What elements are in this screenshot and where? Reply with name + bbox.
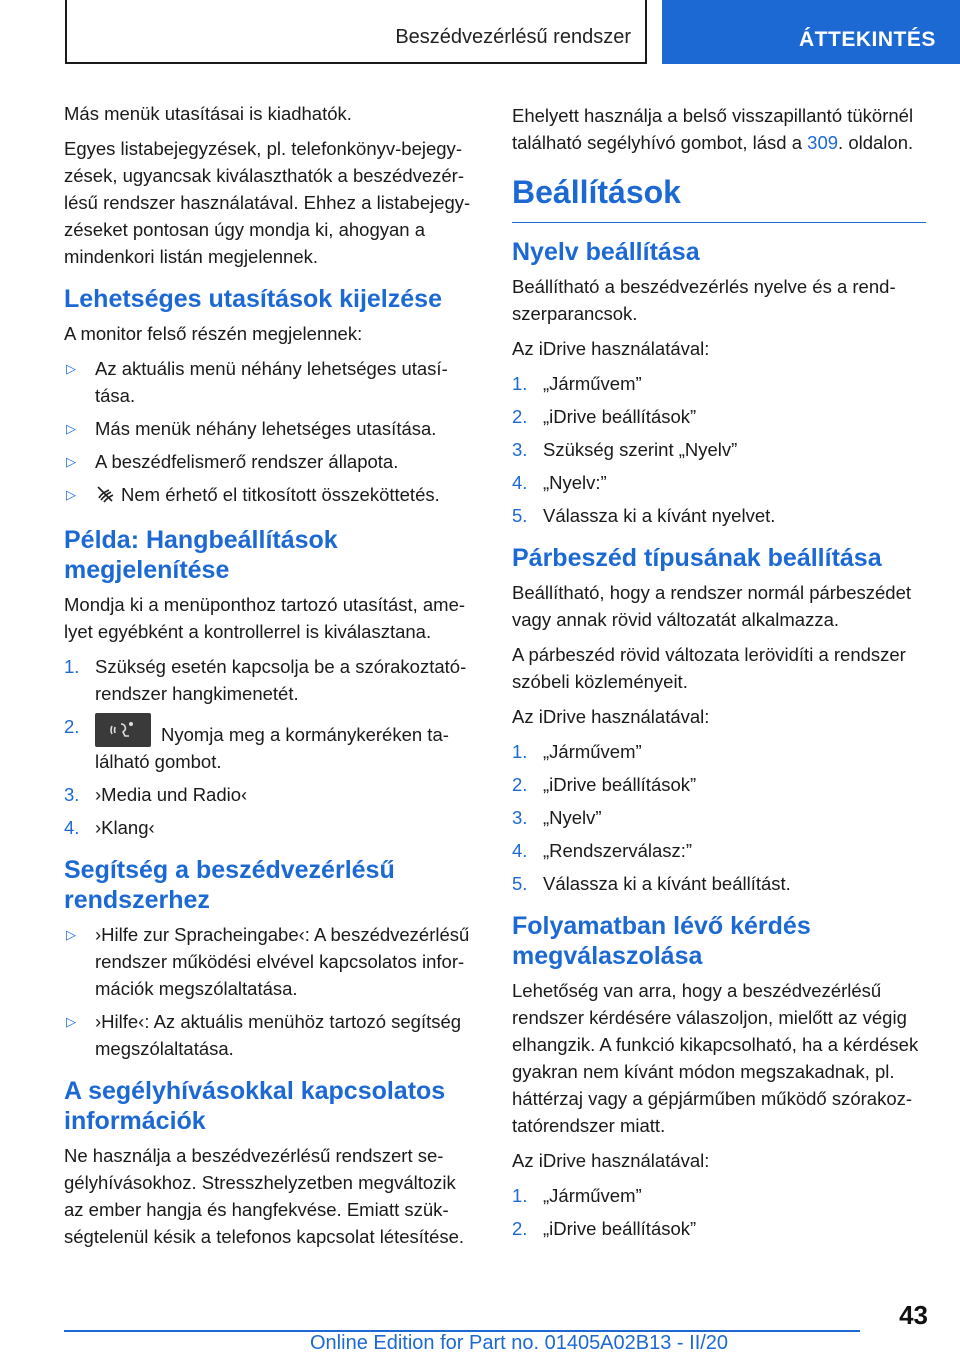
- step-item: 2. Nyomja meg a kormánykeréken található gombot.: [64, 713, 478, 775]
- paragraph: A monitor felső részén megjelennek:: [64, 323, 363, 344]
- list-item: ▷ ›Hilfe‹: Az aktuális menühöz tartozó segítség megszólaltatása.: [64, 1008, 478, 1062]
- list-item: ▷ Nem érhető el titkosított összeköttetés.: [64, 481, 478, 511]
- section-heading-answer: Folyamatban lévő kérdés megválaszolása: [512, 912, 811, 970]
- header-chapter-tab: [662, 0, 960, 64]
- paragraph: Ehelyett használja a belső visszapillantó tükörnél található segélyhívó gombot, lásd a 309. oldalon.: [512, 105, 914, 153]
- triangle-right-icon: ▷: [66, 487, 76, 502]
- step-item: 1. „Járművem”: [512, 373, 642, 394]
- chapter-heading-settings: Beállítások: [512, 172, 926, 223]
- triangle-right-icon: ▷: [66, 1014, 76, 1029]
- paragraph: Ne használja a beszédvezérlésű rendszert segélyhívásokhoz. Stresszhelyzetben megváltozik az ember hangja és hangfekvése. Emiatt szükségtelenül késik a telefonos kapcsolat létesítése.: [64, 1145, 465, 1247]
- triangle-right-icon: ▷: [66, 361, 76, 376]
- dialog-steps: [512, 738, 926, 897]
- header-section-box: [65, 0, 647, 64]
- paragraph: Egyes listabejegyzések, pl. telefonkönyv-bejegyzések, ugyancsak kiválaszthatók a beszédvezérlésű rendszer használatával. Ehhez a listabejegyzéseket pontosan úgy mondja ki, ahogyan a mindenkori listán megjelennek.: [64, 138, 471, 267]
- section-heading-help: Segítség a beszédvezérlésű rendszerhez: [64, 856, 395, 914]
- page-reference-link[interactable]: 309: [807, 132, 839, 153]
- help-list: [64, 921, 478, 1062]
- answer-steps: [512, 1182, 926, 1242]
- step-item: 4. „Nyelv:”: [512, 472, 607, 493]
- voice-command-button-icon: [95, 713, 151, 747]
- language-steps: [512, 370, 926, 529]
- triangle-right-icon: ▷: [66, 421, 76, 436]
- step-item: 2. „iDrive beállítások”: [512, 774, 697, 795]
- step-item: 1. Szükség esetén kapcsolja be a szórakoztatórendszer hangkimenetét.: [64, 656, 467, 704]
- commands-list: [64, 355, 478, 511]
- page-header: [0, 0, 960, 66]
- step-item: 1. „Járművem”: [512, 1185, 642, 1206]
- header-chapter-label: ÁTTEKINTÉS: [799, 28, 936, 51]
- paragraph: Az iDrive használatával:: [512, 706, 710, 727]
- footer-edition-text: Online Edition for Part no. 01405A02B13 - II/20: [310, 1332, 729, 1354]
- step-item: 4. „Rendszerválasz:”: [512, 840, 693, 861]
- section-heading-language: Nyelv beállítása: [512, 238, 700, 266]
- paragraph: Beállítható a beszédvezérlés nyelve és a rendszerparancsok.: [512, 276, 896, 324]
- step-item: 1. „Járművem”: [512, 741, 642, 762]
- step-item: 5. Válassza ki a kívánt beállítást.: [512, 873, 791, 894]
- section-heading-commands: Lehetséges utasítások kijelzése: [64, 285, 442, 313]
- triangle-right-icon: ▷: [66, 454, 76, 469]
- paragraph: Lehetőség van arra, hogy a beszédvezérlésű rendszer kérdésére válaszoljon, mielőtt az végig elhangzik. A funkció kikapcsolható, ha a kérdések gyakran nem kívánt módon megszakadnak, pl. háttérzaj vagy a gépjárműben működő szórakoztatórendszer miatt.: [512, 980, 919, 1136]
- section-heading-emergency: A segélyhívásokkal kapcsolatos információk: [64, 1077, 446, 1135]
- step-item: 5. Válassza ki a kívánt nyelvet.: [512, 505, 776, 526]
- paragraph: Az iDrive használatával:: [512, 1150, 710, 1171]
- triangle-right-icon: ▷: [66, 927, 76, 942]
- step-item: 3. ›Media und Radio‹: [64, 784, 248, 805]
- step-item: 2. „iDrive beállítások”: [512, 1218, 697, 1239]
- step-item: 3. Szükség szerint „Nyelv”: [512, 439, 738, 460]
- list-item: ▷ A beszédfelismerő rendszer állapota.: [64, 448, 478, 475]
- paragraph: Mondja ki a menüponthoz tartozó utasítást, amelyet egyébként a kontrollerrel is kiválasztana.: [64, 594, 466, 642]
- section-heading-example: Példa: Hangbeállítások megjelenítése: [64, 526, 338, 584]
- left-column: [64, 100, 478, 1258]
- step-item: 3. „Nyelv”: [512, 807, 602, 828]
- page-number: 43: [899, 1300, 928, 1330]
- step-item: 2. „iDrive beállítások”: [512, 406, 697, 427]
- paragraph: Az iDrive használatával:: [512, 338, 710, 359]
- header-section-title: Beszédvezérlésű rendszer: [395, 26, 631, 48]
- step-item: 4. ›Klang‹: [64, 817, 155, 838]
- right-column: [512, 102, 926, 1248]
- paragraph: Beállítható, hogy a rendszer normál párbeszédet vagy annak rövid változatát alkalmazza.: [512, 582, 912, 630]
- list-item: ▷ Az aktuális menü néhány lehetséges utasítása.: [64, 355, 478, 409]
- example-steps: [64, 653, 478, 841]
- no-encryption-icon: [95, 484, 115, 511]
- paragraph: A párbeszéd rövid változata lerövidíti a rendszer szóbeli közleményeit.: [512, 644, 906, 692]
- paragraph: Más menük utasításai is kiadhatók.: [64, 103, 352, 124]
- section-heading-dialog: Párbeszéd típusának beállítása: [512, 544, 882, 572]
- list-item: ▷ ›Hilfe zur Spracheingabe‹: A beszédvezérlésű rendszer működési elvével kapcsolatos információk megszólaltatása.: [64, 921, 478, 1002]
- list-item: ▷ Más menük néhány lehetséges utasítása.: [64, 415, 478, 442]
